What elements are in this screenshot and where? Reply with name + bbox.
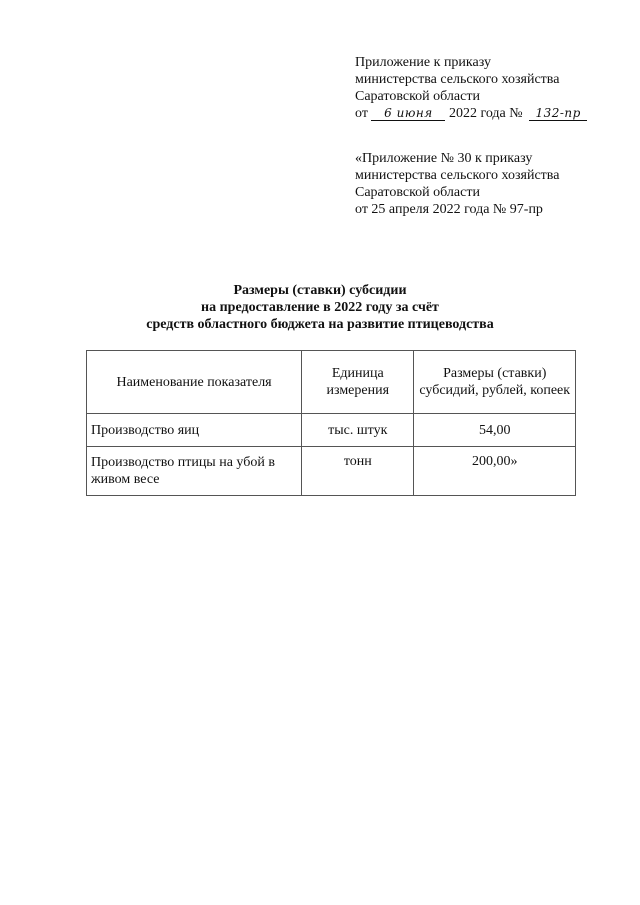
original-appendix-reference [355,150,559,218]
original-appendix-line-4: от 25 апреля 2022 года № 97-пр [355,202,543,217]
appendix-year-label: 2022 года № [448,106,523,121]
handwritten-date: 6 июня [371,107,445,121]
appendix-line-2: министерства сельского хозяйства [355,72,560,87]
original-appendix-line-1: «Приложение № 30 к приказу [355,151,533,166]
header-unit: Единица измерения [302,351,414,414]
subsidy-rates-table [86,350,576,496]
title-line-1: Размеры (ставки) субсидии [233,283,407,298]
row-rate: 54,00 [414,414,576,447]
row-unit: тонн [302,447,414,496]
original-appendix-line-2: министерства сельского хозяйства [355,168,560,183]
row-rate: 200,00» [414,447,576,496]
title-line-3: средств областного бюджета на развитие птицеводства [146,317,494,332]
table-row [87,447,576,496]
table-header-row [87,351,576,414]
appendix-line-3: Саратовской области [355,89,480,104]
appendix-date-line [355,105,587,122]
appendix-line-1: Приложение к приказу [355,55,491,70]
header-rate: Размеры (ставки) субсидий, рублей, копеек [414,351,576,414]
header-indicator-name: Наименование показателя [87,351,302,414]
document-title [0,282,640,333]
appendix-header [355,54,587,122]
row-indicator-name: Производство яиц [87,414,302,447]
appendix-from-label: от [355,106,368,121]
table-row [87,414,576,447]
original-appendix-line-3: Саратовской области [355,185,480,200]
row-unit: тыс. штук [302,414,414,447]
title-line-2: на предоставление в 2022 году за счёт [201,300,439,315]
row-indicator-name: Производство птицы на убой в живом весе [87,447,302,496]
handwritten-order-number: 132-пр [529,107,587,121]
